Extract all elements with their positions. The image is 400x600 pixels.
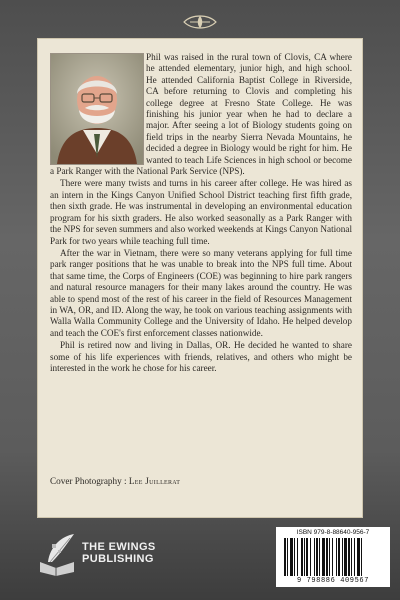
barcode-bars	[282, 538, 384, 576]
bio-paragraph: Phil was raised in the rural town of Clovis, CA where he attended elementary, junior high, and high school. He attended California Baptist College in Riverside, CA before returning to Clovis and completing his college degree at Fresno State College. He was finishing his junior year when he had to declare a major. After seeing a lot of Biology students going on field trips in the nearby Sierra Nevada Mountains, he decided a degree in Biology would be right for him. He wanted to teach Life Sciences in high school or become a Park Ranger with the National Park Service (NPS).	[50, 52, 352, 177]
isbn-barcode	[276, 527, 390, 587]
cover-photo-credit	[50, 476, 180, 486]
publisher-name	[82, 541, 156, 565]
feather-book-logo-icon	[36, 532, 78, 576]
bio-text	[50, 52, 352, 375]
publisher-line2: PUBLISHING	[82, 553, 154, 565]
isbn-label: ISBN 979-8-88640-956-7	[296, 529, 370, 536]
bio-paragraph: There were many twists and turns in his career after college. He was hired as an intern in the Kings Canyon Unified School District teaching first fifth grade, then sixth grade. He was instrumental in developing an environmental education program for his sixth graders. He also worked seasonally as a Park Ranger with the NPS for seven summers and also worked weekends at Kings Canyon National Park for two years while teaching full time.	[50, 178, 352, 246]
isbn-number: 9 798886 409567	[296, 577, 369, 585]
bio-paragraph: After the war in Vietnam, there were so many veterans applying for full time park ranger positions that he was unable to break into the NPS full time. About that same time, the Corps of Engineers (COE) was beginning to hire park rangers and natural resource managers for their many lakes around the country. He was able to spend most of the rest of his career in the field of Resources Management in WA, OR, and ID. Along the way, he took on various teaching assignments with Walla Walla Community College and the University of Idaho. He helped develop and teach the COE's first enforcement classes nationwide.	[50, 247, 352, 338]
leaf-scroll-ornament-icon	[180, 10, 220, 34]
bio-panel	[37, 38, 363, 518]
credit-name: Lee Juillerat	[128, 476, 181, 486]
publisher-line1: THE EWINGS	[82, 541, 156, 553]
credit-label: Cover Photography :	[50, 476, 127, 486]
bio-paragraph: Phil is retired now and living in Dallas, OR. He decided he wanted to share some of his life experiences with friends, relatives, and others who might be interested in the work he chose for his career.	[50, 340, 352, 373]
